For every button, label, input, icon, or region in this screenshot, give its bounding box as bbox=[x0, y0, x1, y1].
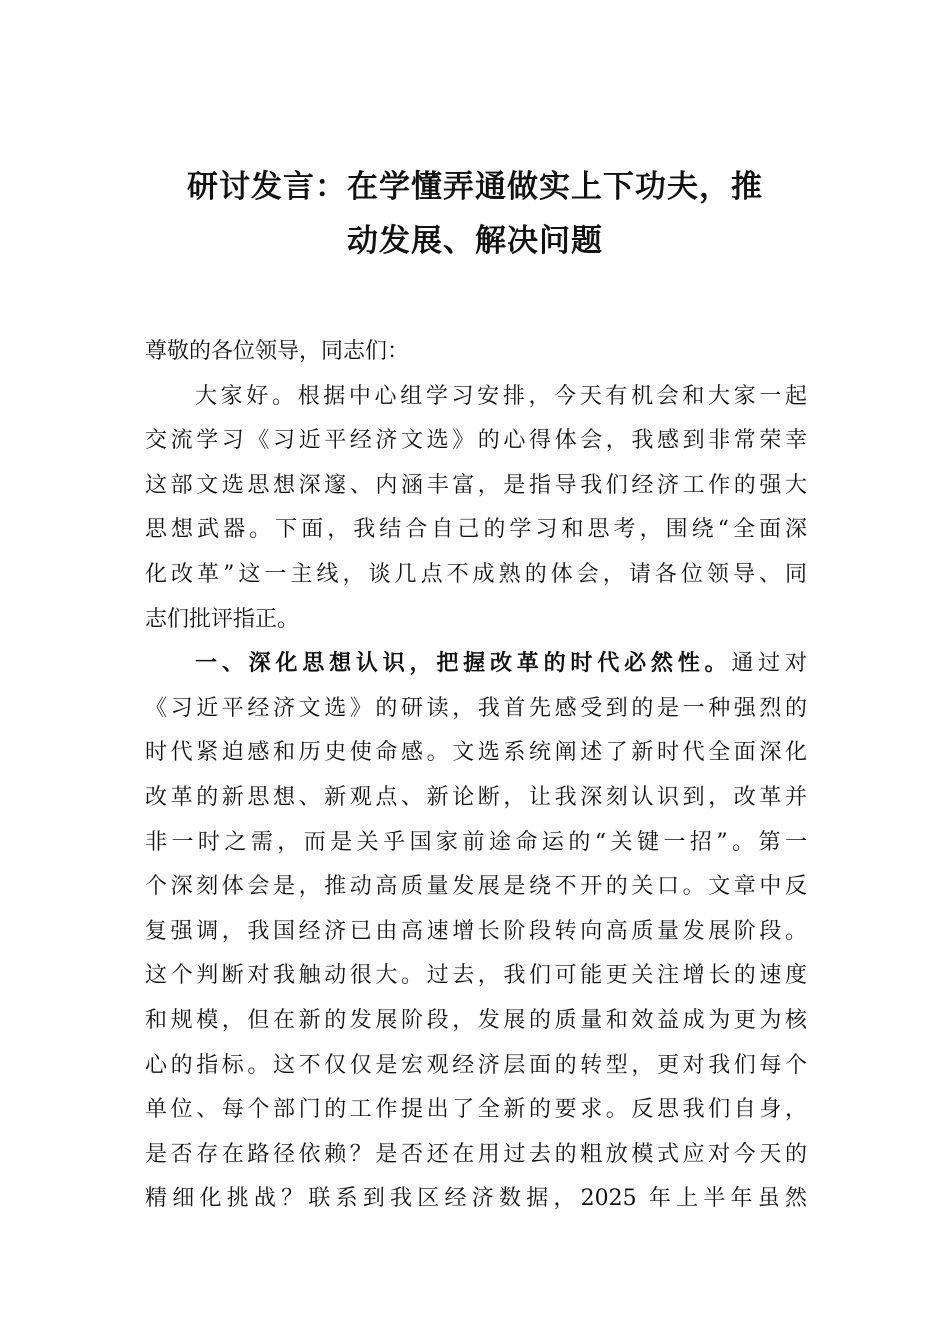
title-line-1: 研讨发言：在学懂弄通做实上下功夫，推 bbox=[187, 169, 763, 205]
section-heading: 一、深化思想认识，把握改革的时代必然性。 bbox=[195, 651, 732, 677]
body-line: 交流学习《习近平经济文选》的心得体会，我感到非常荣幸 bbox=[145, 428, 807, 454]
body-line: 个深刻体会是，推动高质量发展是绕不开的关口。文章中反 bbox=[145, 874, 807, 900]
body-line: 这部文选思想深邃、内涵丰富，是指导我们经济工作的强大 bbox=[145, 472, 807, 498]
body-line: 大家好。根据中心组学习安排，今天有机会和大家一起 bbox=[195, 383, 807, 409]
section-first-line-rest: 通过对 bbox=[731, 651, 807, 677]
body-line: 复强调，我国经济已由高速增长阶段转向高质量发展阶段。 bbox=[145, 918, 807, 944]
body-line: 非一时之需，而是关乎国家前途命运的“关键一招”。第一 bbox=[145, 829, 807, 855]
body-line: 思想武器。下面，我结合自己的学习和思考，围绕“全面深 bbox=[145, 517, 807, 543]
body-line: 精细化挑战？联系到我区经济数据，2025 年上半年虽然 bbox=[145, 1186, 807, 1212]
body-line: 时代紧迫感和历史使命感。文选系统阐述了新时代全面深化 bbox=[145, 740, 807, 766]
body-line: 这个判断对我触动很大。过去，我们可能更关注增长的速度 bbox=[145, 963, 807, 989]
body-line: 和规模，但在新的发展阶段，发展的质量和效益成为更为核 bbox=[145, 1007, 807, 1033]
body-line: 是否存在路径依赖？是否还在用过去的粗放模式应对今天的 bbox=[145, 1141, 807, 1167]
body-line: 心的指标。这不仅仅是宏观经济层面的转型，更对我们每个 bbox=[145, 1052, 807, 1078]
document-body bbox=[145, 330, 807, 1222]
section-heading-line bbox=[145, 642, 807, 687]
salutation: 尊敬的各位领导，同志们： bbox=[145, 339, 410, 364]
body-line: 单位、每个部门的工作提出了全新的要求。反思我们自身， bbox=[145, 1097, 807, 1123]
title-line-2: 动发展、解决问题 bbox=[347, 223, 603, 259]
body-line: 化改革”这一主线，谈几点不成熟的体会，请各位领导、同 bbox=[145, 561, 807, 587]
body-line: 改革的新思想、新观点、新论断，让我深刻认识到，改革并 bbox=[145, 784, 807, 810]
body-line: 《习近平经济文选》的研读，我首先感受到的是一种强烈的 bbox=[145, 695, 807, 721]
document-title bbox=[150, 160, 800, 268]
body-line: 志们批评指正。 bbox=[145, 606, 300, 632]
